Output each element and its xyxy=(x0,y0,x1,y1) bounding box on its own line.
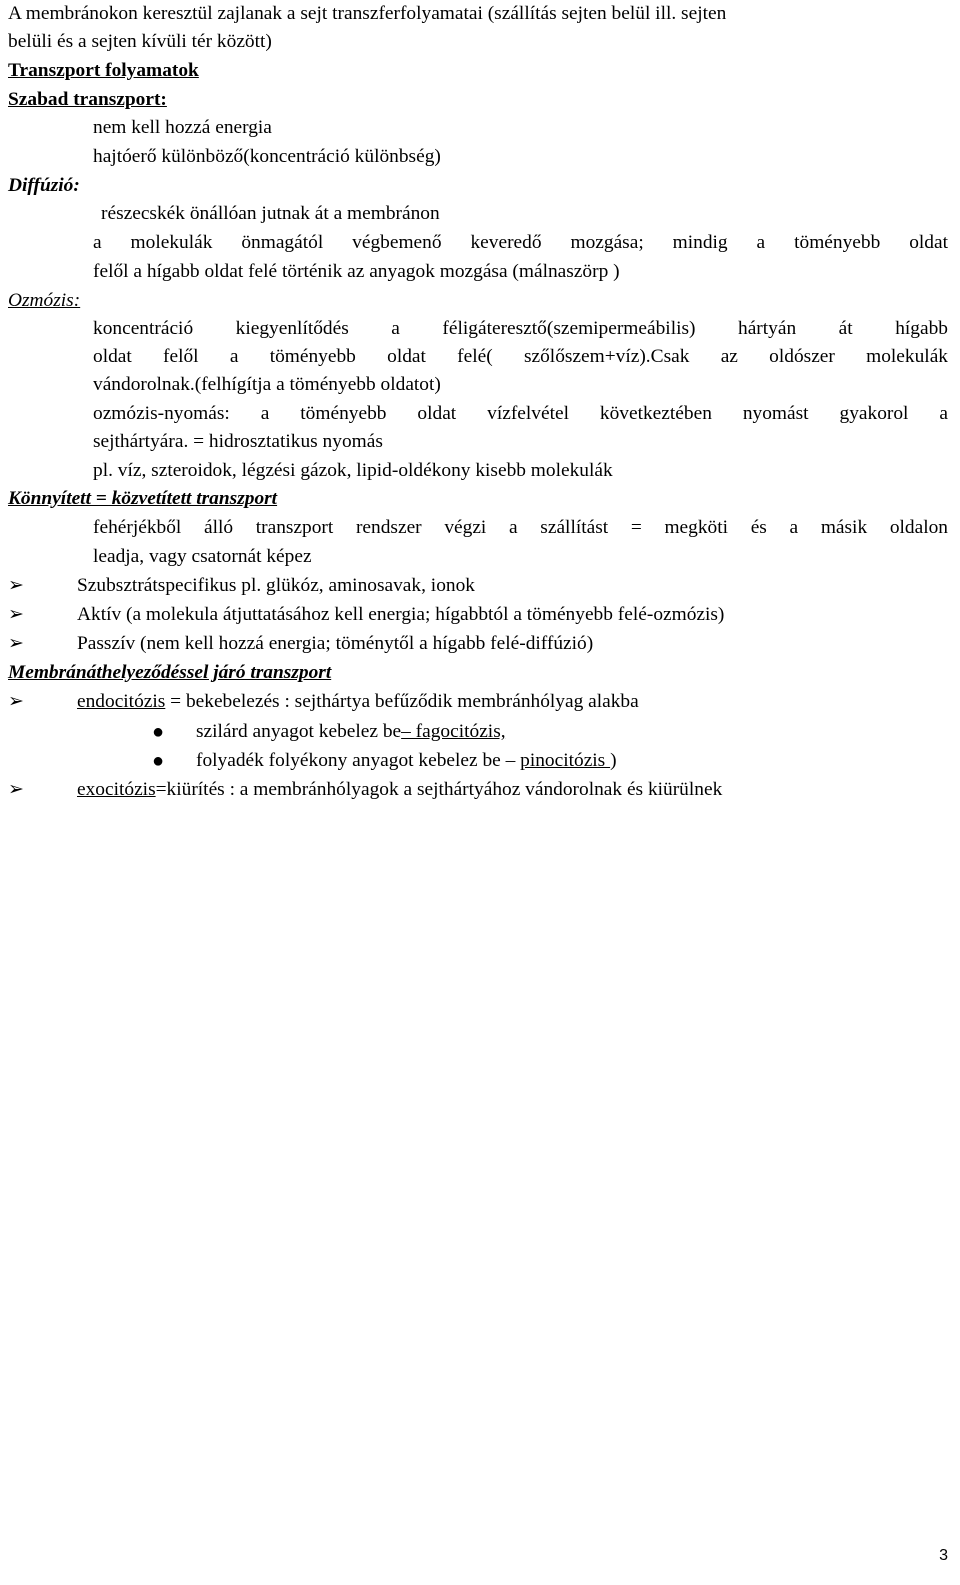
pinocytosis-line xyxy=(196,747,617,775)
endocytosis-definition: = bekebelezés : sejthártya befűződik membránhólyag alakba xyxy=(165,691,639,712)
facilitated-bullet: Passzív (nem kell hozzá energia; töménytől a hígabb felé-diffúzió) xyxy=(77,633,594,654)
osmosis-line-3: vándorolnak.(felhígítja a töményebb oldatot) xyxy=(93,374,441,395)
facilitated-heading: Könnyített = közvetített transzport xyxy=(8,488,278,509)
dot-bullet-icon: ● xyxy=(152,721,165,743)
arrow-bullet-icon: ➢ xyxy=(8,633,24,654)
arrow-bullet-icon: ➢ xyxy=(8,604,24,625)
page-number: 3 xyxy=(939,1547,948,1564)
phagocytosis-text: szilárd anyagot kebelez be xyxy=(196,721,402,742)
facilitated-bullet: Aktív (a molekula átjuttatásához kell energia; hígabbtól a töményebb felé-ozmózis) xyxy=(77,604,725,625)
membrane-transport-heading: Membránáthelyeződéssel járó transzport xyxy=(8,662,332,683)
diffusion-heading: Diffúzió: xyxy=(8,175,80,196)
pinocytosis-text: folyadék folyékony anyagot kebelez be – xyxy=(196,750,521,771)
exocytosis-line xyxy=(77,776,722,804)
osmosis-line-5: sejthártyára. = hidrosztatikus nyomás xyxy=(93,431,383,452)
free-transport-item: nem kell hozzá energia xyxy=(93,117,272,138)
osmosis-heading: Ozmózis: xyxy=(8,290,81,311)
phagocytosis-line xyxy=(196,718,506,746)
osmosis-line-6: pl. víz, szteroidok, légzési gázok, lipid-oldékony kisebb molekulák xyxy=(93,460,613,481)
arrow-bullet-icon: ➢ xyxy=(8,575,24,596)
intro-line-2: belüli és a sejten kívüli tér között) xyxy=(8,31,272,52)
intro-line-1: A membránokon keresztül zajlanak a sejt transzferfolyamatai (szállítás sejten belül ill. sejten xyxy=(8,3,727,24)
diffusion-para-line-2: felől a hígabb oldat felé történik az anyagok mozgása (málnaszörp ) xyxy=(93,261,620,282)
osmosis-line-2: oldat felől a töményebb oldat felé( szőlőszem+víz).Csak az oldószer molekulák xyxy=(93,346,948,367)
pinocytosis-term: pinocitózis xyxy=(520,750,611,771)
osmosis-line-1: koncentráció kiegyenlítődés a féligáteresztő(szemipermeábilis) hártyán át hígabb xyxy=(93,318,948,339)
osmosis-line-4: ozmózis-nyomás: a töményebb oldat vízfelvétel következtében nyomást gyakorol a xyxy=(93,403,948,424)
endocytosis-line xyxy=(77,688,639,716)
dot-bullet-icon: ● xyxy=(152,750,165,772)
facilitated-line-2: leadja, vagy csatornát képez xyxy=(93,546,312,567)
free-transport-heading: Szabad transzport: xyxy=(8,89,167,110)
exocytosis-definition: =kiürítés : a membránhólyagok a sejthártyához vándorolnak és kiürülnek xyxy=(155,779,723,800)
phagocytosis-term: – fagocitózis, xyxy=(401,721,506,742)
facilitated-line-1: fehérjékből álló transzport rendszer végzi a szállítást = megköti és a másik oldalon xyxy=(93,517,948,538)
exocytosis-term: exocitózis xyxy=(77,779,156,800)
transport-heading: Transzport folyamatok xyxy=(8,60,199,81)
pinocytosis-close: ) xyxy=(610,750,617,771)
diffusion-item: részecskék önállóan jutnak át a membránon xyxy=(101,203,440,224)
endocytosis-term: endocitózis xyxy=(77,691,166,712)
free-transport-item: hajtóerő különböző(koncentráció különbség) xyxy=(93,146,441,167)
arrow-bullet-icon: ➢ xyxy=(8,779,24,800)
arrow-bullet-icon: ➢ xyxy=(8,691,24,712)
diffusion-para-line-1: a molekulák önmagától végbemenő keveredő mozgása; mindig a töményebb oldat xyxy=(93,232,948,253)
facilitated-bullet: Szubsztrátspecifikus pl. glükóz, aminosavak, ionok xyxy=(77,575,475,596)
